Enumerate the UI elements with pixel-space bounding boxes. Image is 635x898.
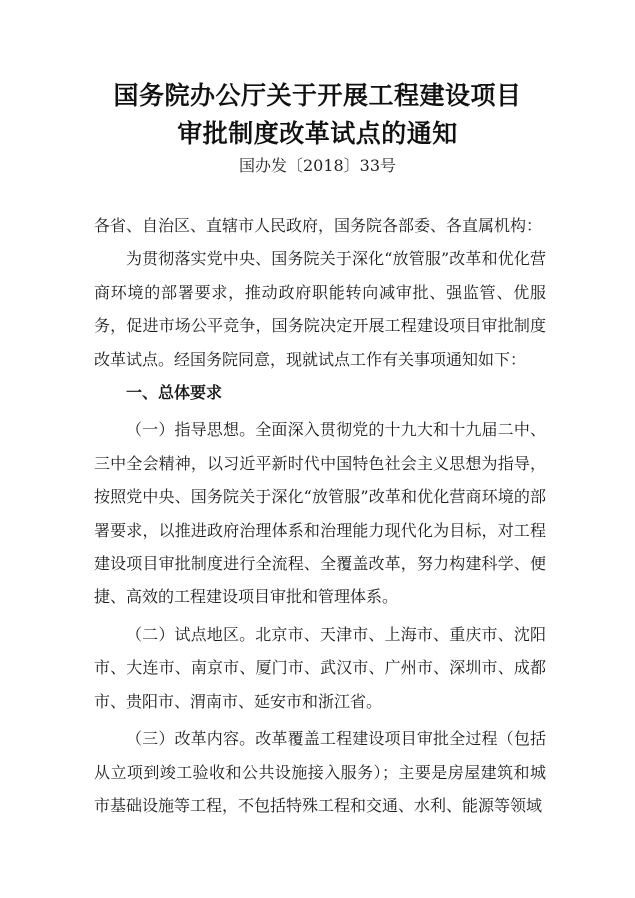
document-number: 国办发〔2018〕33号: [238, 156, 397, 175]
document-title-line-1: 国务院办公厅关于开展工程建设项目: [113, 81, 522, 110]
document-title-line-2: 审批制度改革试点的通知: [177, 119, 458, 148]
item-guiding-ideology: （一）指导思想。全面深入贯彻党的十九大和十九届二中、三中全会精神，以习近平新时代中国特色社会主义思想为指导，按照党中央、国务院关于深化“放管服”改革和优化营商环境的部署要求，以推进政府治理体系和治理能力现代化为目标，对工程建设项目审批制度进行全流程、全覆盖改革，努力构建科学、便捷、高效的工程建设项目审批和管理体系。: [94, 420, 546, 607]
section-heading-general-requirements: 一、总体要求: [126, 383, 223, 403]
document-body: [94, 209, 546, 822]
item-reform-content: （三）改革内容。改革覆盖工程建设项目审批全过程（包括从立项到竣工验收和公共设施接入服务）；主要是房屋建筑和城市基础设施等工程，不包括特殊工程和交通、水利、能源等领域: [94, 729, 546, 815]
item-pilot-regions: （二）试点地区。北京市、天津市、上海市、重庆市、沈阳市、大连市、南京市、厦门市、武汉市、广州市、深圳市、成都市、贵阳市、渭南市、延安市和浙江省。: [94, 624, 546, 711]
intro-paragraph: 为贯彻落实党中央、国务院关于深化“放管服”改革和优化营商环境的部署要求，推动政府职能转向减审批、强监管、优服务，促进市场公平竞争，国务院决定开展工程建设项目审批制度改革试点。经国务院同意，现就试点工作有关事项通知如下：: [94, 249, 546, 369]
addressee-paragraph: 各省、自治区、直辖市人民政府，国务院各部委、各直属机构：: [94, 216, 543, 235]
